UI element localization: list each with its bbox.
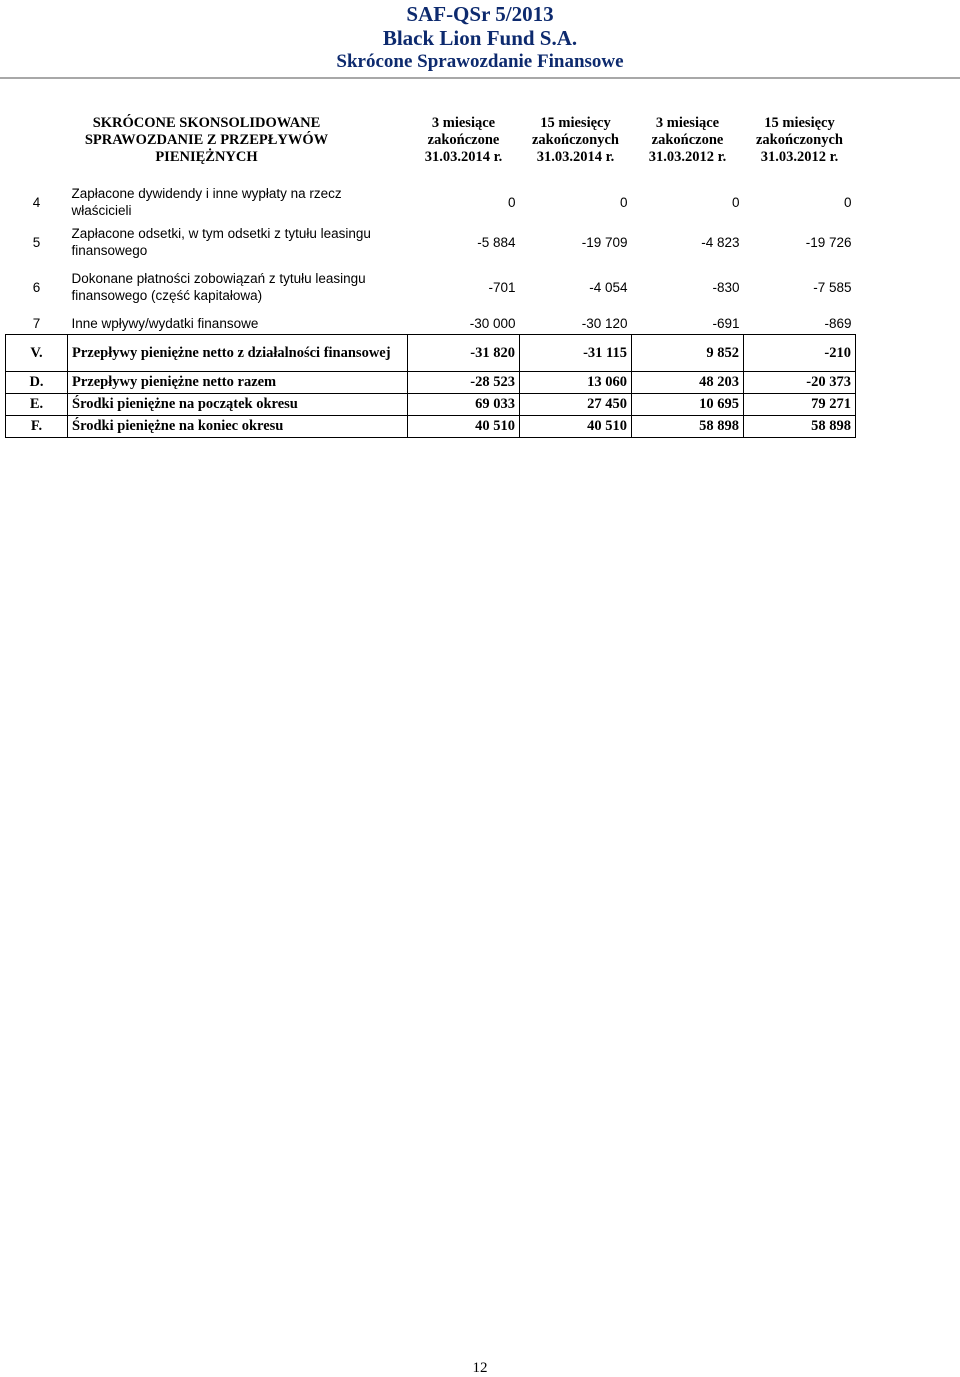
row-value: -4 823 xyxy=(701,234,740,250)
row-value: 0 xyxy=(843,194,852,210)
row-value: -7 585 xyxy=(813,279,852,295)
column-header-15m-2014: 15 miesięcy zakończonych 31.03.2014 r. xyxy=(532,114,619,165)
row-value: 40 510 xyxy=(408,416,520,438)
row-number: D. xyxy=(6,372,68,394)
row-label: Zapłacone dywidendy i inne wypłaty na rzecz właścicieli xyxy=(71,186,342,218)
report-title: Skrócone Sprawozdanie Finansowe xyxy=(336,51,624,72)
row-label: Środki pieniężne na koniec okresu xyxy=(68,416,408,438)
row-label: Przepływy pieniężne netto razem xyxy=(68,372,408,394)
row-label: Dokonane płatności zobowiązań z tytułu leasingu finansowego (część kapitałowa) xyxy=(71,271,366,303)
table-row xyxy=(6,312,856,335)
column-header-3m-2014: 3 miesiące zakończone 31.03.2014 r. xyxy=(424,114,503,165)
table-row xyxy=(6,262,856,312)
statement-title: SKRÓCONE SKONSOLIDOWANE SPRAWOZDANIE Z PRZEPŁYWÓW PIENIĘŻNYCH xyxy=(84,114,329,165)
report-code: SAF-QSr 5/2013 xyxy=(406,2,554,26)
table-row xyxy=(6,182,856,222)
table-row xyxy=(6,222,856,262)
row-value: 13 060 xyxy=(520,372,632,394)
row-value: 40 510 xyxy=(520,416,632,438)
summary-row-net-total xyxy=(6,372,856,394)
row-value: -20 373 xyxy=(744,372,856,394)
row-number: 4 xyxy=(32,194,41,210)
row-value: -5 884 xyxy=(477,234,516,250)
row-value: -19 726 xyxy=(805,234,852,250)
summary-row-financing-net xyxy=(6,335,856,372)
row-value: 48 203 xyxy=(632,372,744,394)
row-number: F. xyxy=(6,416,68,438)
table-header-row xyxy=(6,98,856,182)
row-value: -830 xyxy=(712,279,740,295)
row-value: 58 898 xyxy=(632,416,744,438)
row-number: 6 xyxy=(32,279,41,295)
row-value: -28 523 xyxy=(408,372,520,394)
row-value: -210 xyxy=(744,335,856,372)
summary-row-opening-cash xyxy=(6,394,856,416)
row-value: -31 115 xyxy=(520,335,632,372)
summary-row-closing-cash xyxy=(6,416,856,438)
column-header-15m-2012: 15 miesięcy zakończonych 31.03.2012 r. xyxy=(756,114,843,165)
column-header-3m-2012: 3 miesiące zakończone 31.03.2012 r. xyxy=(648,114,727,165)
cash-flow-table xyxy=(5,98,856,438)
row-value: -31 820 xyxy=(408,335,520,372)
row-value: -30 000 xyxy=(469,315,516,331)
row-value: -869 xyxy=(824,315,852,331)
row-value: 79 271 xyxy=(744,394,856,416)
row-value: 10 695 xyxy=(632,394,744,416)
row-value: -19 709 xyxy=(581,234,628,250)
row-value: 69 033 xyxy=(408,394,520,416)
row-value: 0 xyxy=(507,194,516,210)
row-label: Inne wpływy/wydatki finansowe xyxy=(71,315,259,331)
row-label: Środki pieniężne na początek okresu xyxy=(68,394,408,416)
row-number: E. xyxy=(6,394,68,416)
row-value: 0 xyxy=(731,194,740,210)
page-number: 12 xyxy=(472,1360,488,1376)
row-number: 7 xyxy=(32,315,41,331)
row-value: 0 xyxy=(619,194,628,210)
row-number: V. xyxy=(6,335,68,372)
row-label: Przepływy pieniężne netto z działalności finansowej xyxy=(68,335,408,372)
row-value: 27 450 xyxy=(520,394,632,416)
company-name: Black Lion Fund S.A. xyxy=(382,26,578,50)
row-label: Zapłacone odsetki, w tym odsetki z tytułu leasingu finansowego xyxy=(71,226,371,258)
row-value: -4 054 xyxy=(589,279,628,295)
row-number: 5 xyxy=(32,234,41,250)
row-value: 58 898 xyxy=(744,416,856,438)
row-value: -30 120 xyxy=(581,315,628,331)
row-value: 9 852 xyxy=(632,335,744,372)
header-divider xyxy=(0,77,960,79)
row-value: -691 xyxy=(712,315,740,331)
row-value: -701 xyxy=(488,279,516,295)
